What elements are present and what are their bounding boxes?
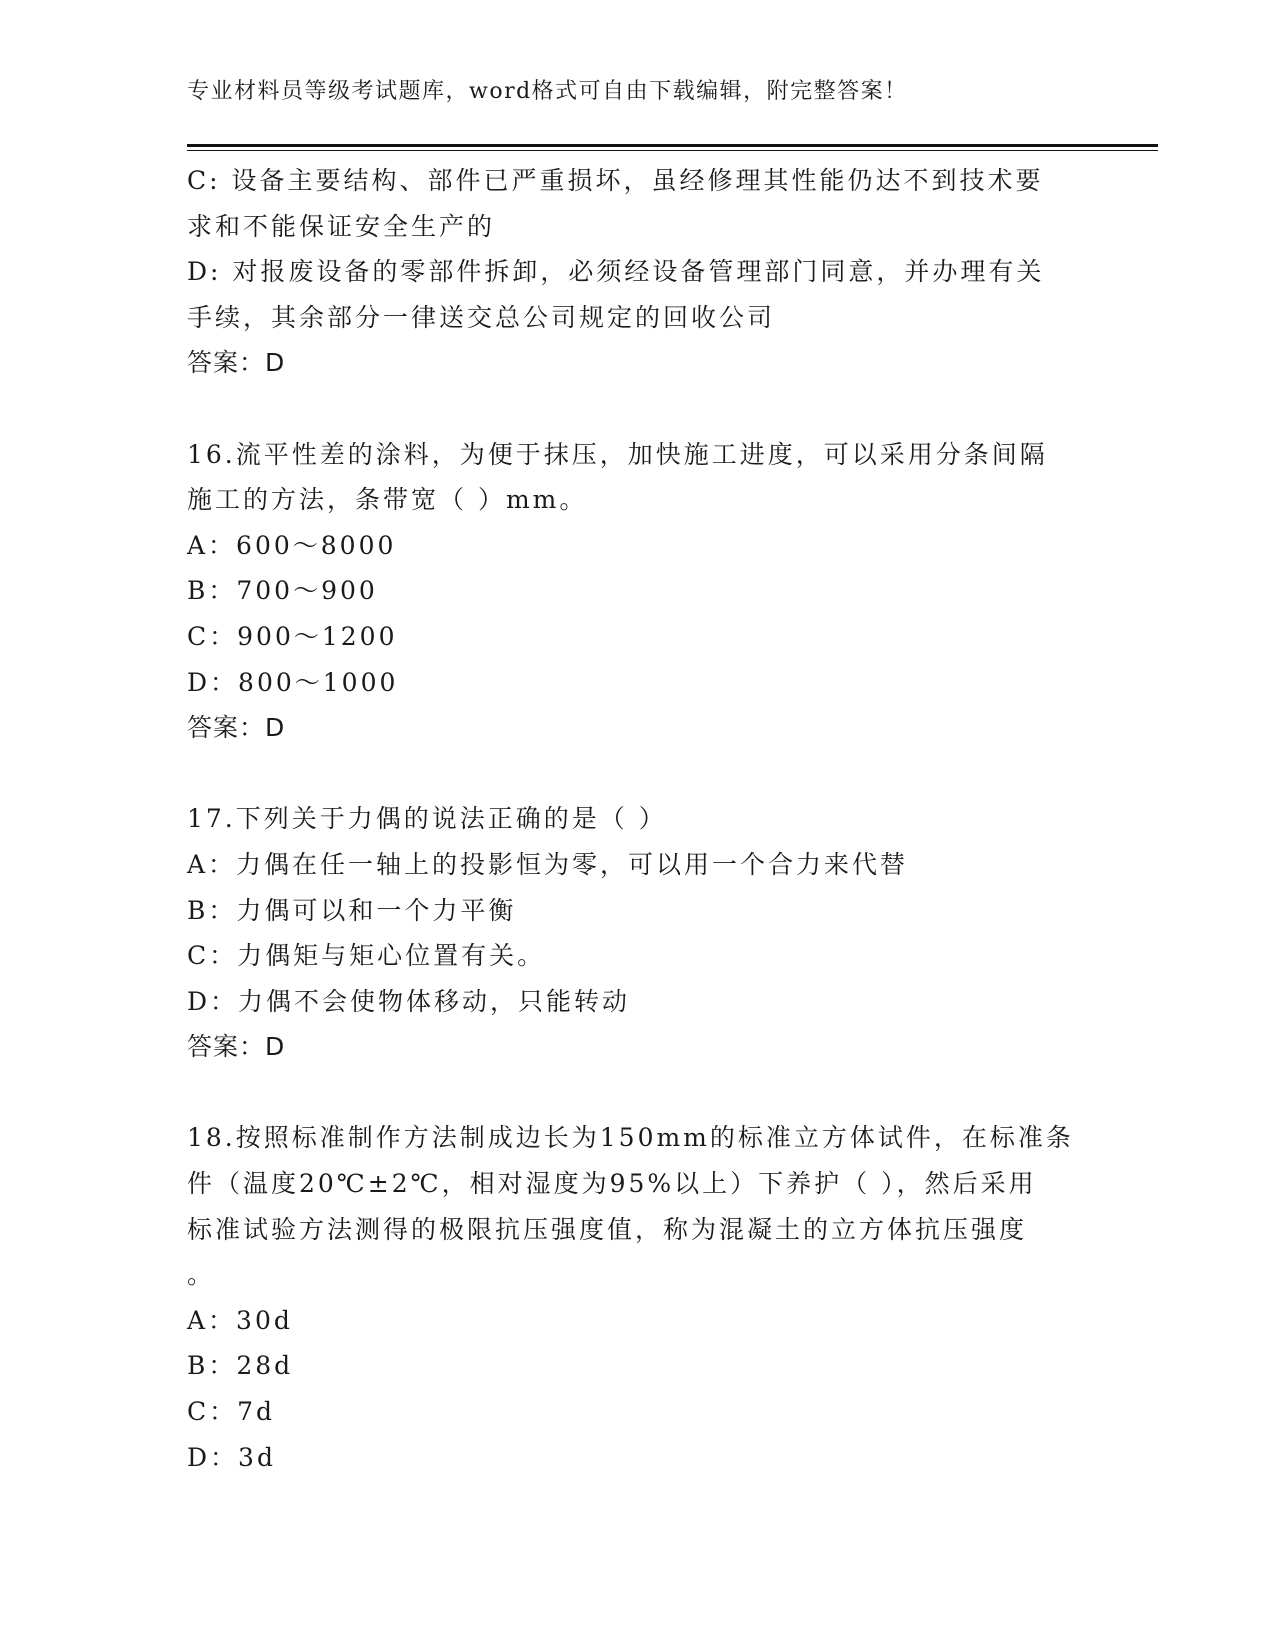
question-stem-line: 施工的方法，条带宽（ ）mm。 <box>187 485 588 515</box>
option-a: A：力偶在任一轴上的投影恒为零，可以用一个合力来代替 <box>187 849 909 879</box>
option-c: C：7d <box>187 1397 276 1427</box>
question-stem-line: 16.流平性差的涂料，为便于抹压，加快施工进度，可以采用分条间隔 <box>187 439 1048 469</box>
header-rule-thin <box>187 150 1158 151</box>
option-d-line-2: 手续，其余部分一律送交总公司规定的回收公司 <box>187 302 776 332</box>
answer-17: 答案：D <box>187 1032 286 1062</box>
option-a: A：600～8000 <box>187 530 397 560</box>
answer-15: 答案：D <box>187 348 286 378</box>
question-stem-line: 件（温度20℃±2℃，相对湿度为95%以上）下养护（ ），然后采用 <box>187 1169 1037 1199</box>
question-content <box>187 158 1087 1480</box>
question-stem-line: 18.按照标准制作方法制成边长为150mm的标准立方体试件，在标准条 <box>187 1123 1074 1153</box>
option-b: B：力偶可以和一个力平衡 <box>187 895 517 925</box>
question-stem-line: 。 <box>187 1260 216 1290</box>
question-15-continued <box>187 158 1087 386</box>
question-16 <box>187 432 1087 751</box>
option-d-line-1 <box>187 249 1087 295</box>
option-c: C：900～1200 <box>187 621 398 651</box>
option-d: D：800～1000 <box>187 667 399 697</box>
option-a: A：30d <box>187 1305 293 1335</box>
option-c-text-1: 设备主要结构、部件已严重损坏，虽经修理其性能仍达不到技术要 <box>231 166 1044 195</box>
option-d: D：力偶不会使物体移动，只能转动 <box>187 986 631 1016</box>
option-c-line-2: 求和不能保证安全生产的 <box>187 211 496 241</box>
option-d-text-1: 对报废设备的零部件拆卸，必须经设备管理部门同意，并办理有关 <box>232 257 1045 287</box>
answer-16: 答案：D <box>187 713 286 743</box>
option-d: D：3d <box>187 1442 276 1472</box>
option-b: B：700～900 <box>187 576 378 606</box>
option-d-label: D: <box>187 257 222 287</box>
option-c: C：力偶矩与矩心位置有关。 <box>187 941 546 971</box>
page-header: 专业材料员等级考试题库，word格式可自由下载编辑，附完整答案！ <box>187 79 908 104</box>
question-17 <box>187 796 1087 1070</box>
option-c-line-1 <box>187 158 1087 204</box>
question-stem-line: 标准试验方法测得的极限抗压强度值，称为混凝土的立方体抗压强度 <box>187 1214 1028 1244</box>
spacer <box>187 1070 1087 1116</box>
spacer <box>187 386 1087 432</box>
question-stem-line: 17.下列关于力偶的说法正确的是（ ） <box>187 804 667 834</box>
question-18 <box>187 1115 1087 1480</box>
header-rule-thick <box>187 144 1158 147</box>
option-c-label: C: <box>187 166 221 195</box>
option-b: B：28d <box>187 1351 294 1381</box>
spacer <box>187 751 1087 797</box>
